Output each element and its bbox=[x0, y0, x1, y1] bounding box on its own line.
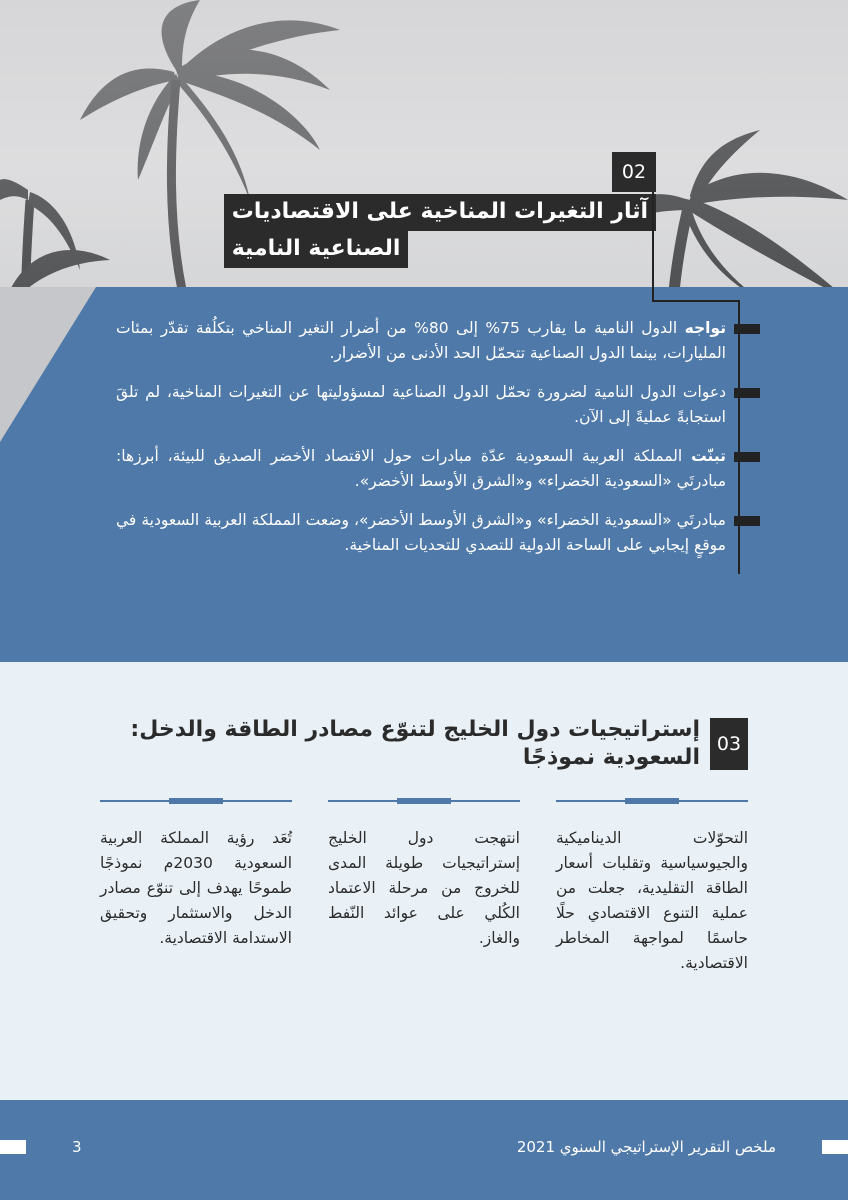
column-divider bbox=[100, 800, 292, 802]
section-number: 02 bbox=[612, 152, 656, 192]
column-divider bbox=[328, 800, 520, 802]
bullet-marker bbox=[734, 388, 760, 398]
findings-list bbox=[116, 316, 726, 572]
bullet-marker bbox=[734, 324, 760, 334]
column-text: تُعَد رؤية المملكة العربية السعودية 2030م نموذجًا طموحًا يهدف إلى تنوّع مصادر الدخل والاستثمار وتحقيق الاستدامة الاقتصادية. bbox=[100, 829, 293, 947]
list-item bbox=[116, 380, 726, 430]
section-title-line: السعودية نموذجًا bbox=[522, 745, 700, 770]
bullet-timeline bbox=[738, 300, 740, 574]
bullet-text: الدول النامية ما يقارب 75% إلى 80% من أضرار التغير المناخي بتكلُفة تقدّر بمئات المليارات، بينما الدول الصناعية تتحمّل الحد الأدنى من الأضرار. bbox=[116, 319, 726, 362]
panel-corner-cutout bbox=[0, 287, 100, 447]
bullet-lead: تبنّت bbox=[691, 447, 726, 465]
bullet-text: مبادرتَي «السعودية الخضراء» و«الشرق الأوسط الأخضر»، وضعت المملكة العربية السعودية في موقعٍ إيجابي على الساحة الدولية للتصدي للتحديات المناخية. bbox=[116, 511, 726, 554]
connector-line bbox=[652, 300, 740, 302]
page-number: 3 bbox=[72, 1138, 82, 1156]
section-title-line: الصناعية النامية bbox=[224, 231, 409, 268]
list-item bbox=[116, 508, 726, 558]
column-divider bbox=[556, 800, 748, 802]
bullet-text: دعوات الدول النامية لضرورة تحمّل الدول الصناعية لمسؤوليتها عن التغيرات المناخية، لم تلقَ استجابةً عمليةً إلى الآن. bbox=[116, 383, 726, 426]
text-column bbox=[556, 800, 748, 976]
list-item bbox=[116, 444, 726, 494]
bullet-marker bbox=[734, 452, 760, 462]
section-number: 03 bbox=[710, 718, 748, 770]
section-title bbox=[224, 194, 656, 268]
bullet-text: المملكة العربية السعودية عدّة مبادرات حول الاقتصاد الأخضر الصديق للبيئة، أبرزها: مبادرتَي «السعودية الخضراء» و«الشرق الأوسط الأخضر». bbox=[116, 447, 726, 490]
footer-title: ملخص التقرير الإستراتيجي السنوي 2021 bbox=[516, 1138, 776, 1156]
bullet-lead: تواجه bbox=[684, 319, 727, 337]
section-title-line: إستراتيجيات دول الخليج لتنوّع مصادر الطاقة والدخل: bbox=[130, 717, 700, 742]
section-title bbox=[130, 716, 700, 772]
footer-bar bbox=[822, 1140, 848, 1154]
footer-bar bbox=[0, 1140, 26, 1154]
list-item bbox=[116, 316, 726, 366]
text-column bbox=[328, 800, 520, 951]
connector-line bbox=[652, 192, 654, 302]
section-title-line: آثار التغيرات المناخية على الاقتصاديات bbox=[224, 194, 656, 231]
column-text: التحوّلات الديناميكية والجيوسياسية وتقلبات أسعار الطاقة التقليدية، جعلت من عملية التنوع الاقتصادي حلًا حاسمًا لمواجهة المخاطر الاقتصادية. bbox=[556, 829, 748, 972]
column-text: انتهجت دول الخليج إستراتيجيات طويلة المدى للخروج من مرحلة الاعتماد الكُلي على عوائد النّفط والغاز. bbox=[328, 829, 520, 947]
bullet-marker bbox=[734, 516, 760, 526]
text-column bbox=[100, 800, 292, 951]
page-footer bbox=[0, 1100, 848, 1200]
